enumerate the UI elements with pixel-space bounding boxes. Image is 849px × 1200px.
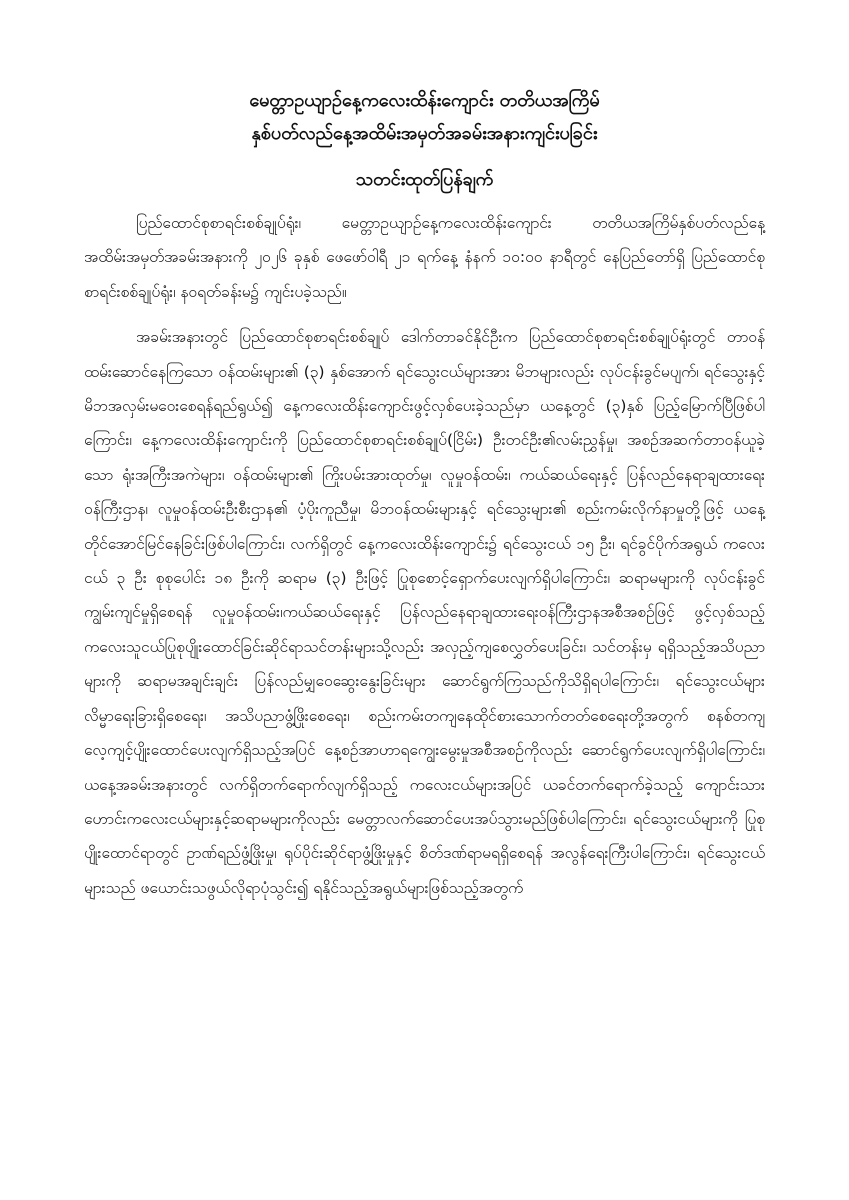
paragraph-1: ပြည်ထောင်စုစာရင်းစစ်ချုပ်ရုံး၊ မေတ္တာဥယျာဉ်နေ့ကလေးထိန်းကျောင်း တတိယအကြိမ်နှစ်ပတ်လည်နေ့ အထိမ်းအမှတ်အခမ်းအနားကို ၂၀၂၆ ခုနှစ် ဖေဖော်ဝါရီ ၂၁ ရက်နေ့ နံနက် ၁၀:၀၀ နာရီတွင် နေပြည်တော်ရှိ ပြည်ထောင်စုစာရင်းစစ်ချုပ်ရုံး၊ နဝရတ်ခန်းမ၌ ကျင်းပခဲ့သည်။ bbox=[84, 214, 765, 301]
document-title-line-2: နှစ်ပတ်လည်နေ့အထိမ်းအမှတ်အခမ်းအနားကျင်းပခြင်း bbox=[251, 123, 598, 144]
paragraph-2: အခမ်းအနားတွင် ပြည်ထောင်စုစာရင်းစစ်ချုပ် ဒေါက်တာခင်နိုင်ဦးက ပြည်ထောင်စုစာရင်းစစ်ချုပ်ရုံးတွင် တာဝန်ထမ်းဆောင်နေကြသော ဝန်ထမ်းများ၏ (၃) နှစ်အောက် ရင်သွေးငယ်များအား မိဘများလည်း လုပ်ငန်းခွင်မပျက်၊ ရင်သွေးနှင့်မိဘအလှမ်းမဝေးစေရန်ရည်ရွယ်၍ နေ့ကလေးထိန်းကျောင်းဖွင့်လှစ်ပေးခဲ့သည်မှာ ယနေ့တွင် (၃)နှစ် ပြည့်မြောက်ပြီဖြစ်ပါကြောင်း၊ နေ့ကလေးထိန်းကျောင်းကို ပြည်ထောင်စုစာရင်းစစ်ချုပ်(ငြိမ်း) ဦးတင်ဦး၏လမ်းညွှန်မှု၊ အစဉ်အဆက်တာဝန်ယူခဲ့သော ရုံးအကြီးအကဲများ၊ ဝန်ထမ်းများ၏ ကြိုးပမ်းအားထုတ်မှု၊ လူမှုဝန်ထမ်း၊ ကယ်ဆယ်ရေးနှင့် ပြန်လည်နေရာချထားရေးဝန်ကြီးဌာန၊ လူမှုဝန်ထမ်းဦးစီးဌာန၏ ပံ့ပိုးကူညီမှု၊ မိဘဝန်ထမ်းများနှင့် ရင်သွေးများ၏ စည်းကမ်းလိုက်နာမှုတို့ဖြင့် ယနေ့တိုင်အောင်မြင်နေခြင်းဖြစ်ပါကြောင်း၊ လက်ရှိတွင် နေ့ကလေးထိန်းကျောင်း၌ ရင်သွေးငယ် ၁၅ ဦး၊ ရင်ခွင်ပိုက်အရွယ် ကလေးငယ် ၃ ဦး စုစုပေါင်း ၁၈ ဦးကို ဆရာမ (၃) ဦးဖြင့် ပြုစုစောင့်ရှောက်ပေးလျက်ရှိပါကြောင်း၊ ဆရာမများကို လုပ်ငန်းခွင်ကျွမ်းကျင်မှုရှိစေရန် လူမှုဝန်ထမ်း၊ကယ်ဆယ်ရေးနှင့် ပြန်လည်နေရာချထားရေးဝန်ကြီးဌာနအစီအစဉ်ဖြင့် ဖွင့်လှစ်သည့် ကလေးသူငယ်ပြုစုပျိုးထောင်ခြင်းဆိုင်ရာသင်တန်းများသို့လည်း အလှည့်ကျစေလွှတ်ပေးခြင်း၊ သင်တန်းမှ ရရှိသည့်အသိပညာများကို ဆရာမအချင်းချင်း ပြန်လည်မျှဝေဆွေးနွေးခြင်းများ ဆောင်ရွက်ကြသည်ကိုသိရှိရပါကြောင်း၊ ရင်သွေးငယ်များ လိမ္မာရေးခြားရှိစေရေး၊ အသိပညာဖွံ့ဖြိုးစေရေး၊ စည်းကမ်းတကျနေထိုင်စားသောက်တတ်စေရေးတို့အတွက် စနစ်တကျလေ့ကျင့်ပျိုးထောင်ပေးလျက်ရှိသည့်အပြင် နေ့စဉ်အာဟာရကျွေးမွေးမှုအစီအစဉ်ကိုလည်း ဆောင်ရွက်ပေးလျက်ရှိပါကြောင်း၊ ယနေ့အခမ်းအနားတွင် လက်ရှိတက်ရောက်လျက်ရှိသည့် ကလေးငယ်များအပြင် ယခင်တက်ရောက်ခဲ့သည့် ကျောင်းသားဟောင်းကလေးငယ်များနှင့်ဆရာမများကိုလည်း မေတ္တာလက်ဆောင်ပေးအပ်သွားမည်ဖြစ်ပါကြောင်း၊ ရင်သွေးငယ်များကို ပြုစုပျိုးထောင်ရာတွင် ဥာဏ်ရည်ဖွံ့ဖြိုးမှု၊ ရုပ်ပိုင်းဆိုင်ရာဖွံ့ဖြိုးမှုနှင့် စိတ်ဒဏ်ရာမရရှိစေရန် အလွန်ရေးကြီးပါကြောင်း၊ ရင်သွေးငယ်များသည် ဖယောင်းသဖွယ်လိုရာပုံသွင်း၍ ရနိုင်သည့်အရွယ်များဖြစ်သည့်အတွက် bbox=[84, 328, 765, 897]
title-block bbox=[70, 84, 779, 194]
document-body bbox=[84, 206, 765, 916]
document-title-line-1: မေတ္တာဥယျာဉ်နေ့ကလေးထိန်းကျောင်း တတိယအကြိမ် bbox=[249, 90, 600, 111]
document-subject: သတင်းထုတ်ပြန်ချက် bbox=[355, 169, 494, 190]
